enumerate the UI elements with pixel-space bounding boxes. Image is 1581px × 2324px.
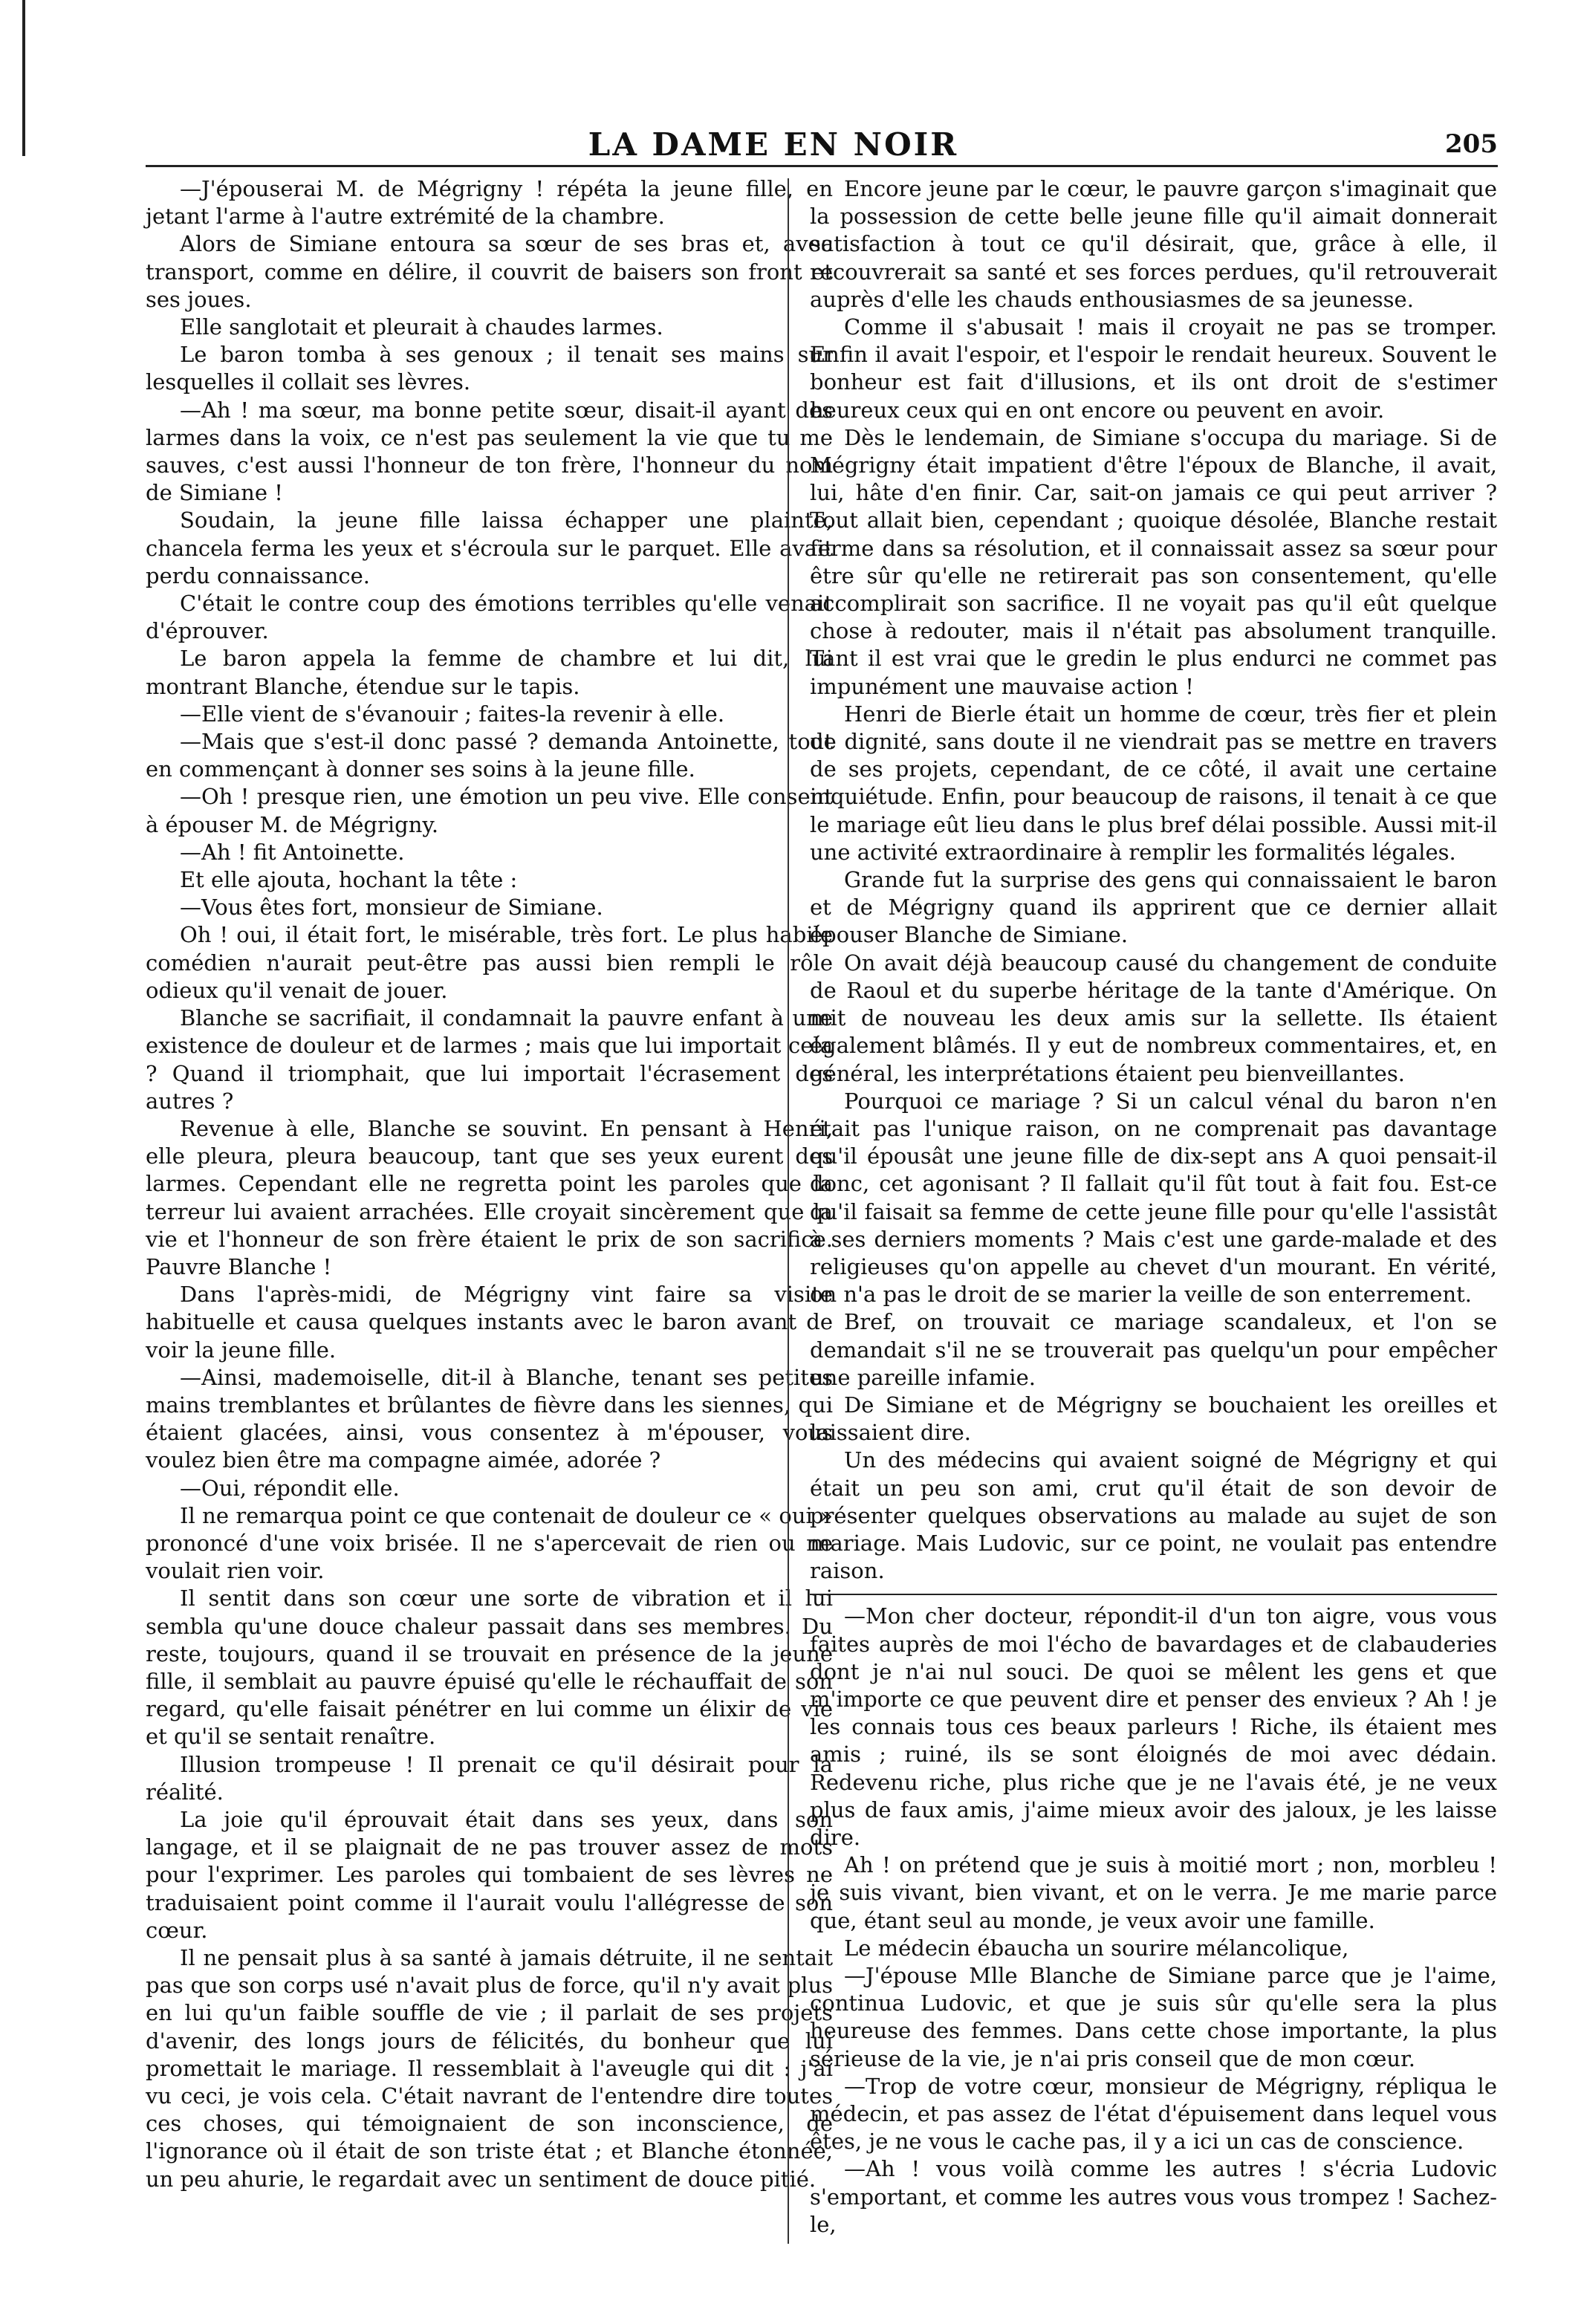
paragraph: Soudain, la jeune fille laissa échapper une plainte, chancela ferma les yeux et s'écroula sur le parquet. Elle avait perdu connaissance. [146,507,833,588]
paragraph: Le médecin ébaucha un sourire mélancolique, [844,1935,1349,1961]
paragraph: La joie qu'il éprouvait était dans ses yeux, dans son langage, et il se plaignait de ne pas trouver assez de mots pour l'exprimer. Les paroles qui tombaient de ses lèvres ne traduisaient point comme il l'aurait voulu l'allégresse de son cœur. [146,1806,833,1943]
paragraph: Le baron appela la femme de chambre et lui dit, lui montrant Blanche, étendue sur le tapis. [146,646,833,699]
paragraph: —Oh ! presque rien, une émotion un peu vive. Elle consent à épouser M. de Mégrigny. [146,784,833,837]
left-column [146,175,833,2193]
section-rule [810,1594,1497,1595]
running-title: LA DAME EN NOIR [588,126,959,163]
page-number: 205 [1445,129,1498,159]
paragraph: C'était le contre coup des émotions terribles qu'elle venait d'éprouver. [146,591,833,644]
paragraph: —Trop de votre cœur, monsieur de Mégrigny, répliqua le médecin, et pas assez de l'état d'épuisement dans lequel vous êtes, je ne vous le cache pas, il y a ici un cas de conscience. [810,2073,1497,2155]
paragraph: —Ainsi, mademoiselle, dit-il à Blanche, tenant ses petites mains tremblantes et brûlantes de fièvre dans les siennes, qui étaient glacées, ainsi, vous consentez à m'épouser, vous voulez bien être ma compagne aimée, adorée ? [146,1364,833,1473]
paragraph: Grande fut la surprise des gens qui connaissaient le baron et de Mégrigny quand ils apprirent que ce dernier allait épouser Blanche de Simiane. [810,867,1497,948]
paragraph: —Ah ! fit Antoinette. [180,839,405,865]
paragraph: Oh ! oui, il était fort, le misérable, très fort. Le plus habile comédien n'aurait peut-être pas aussi bien rempli le rôle odieux qu'il venait de jouer. [146,922,833,1003]
paragraph: Illusion trompeuse ! Il prenait ce qu'il désirait pour la réalité. [146,1751,833,1805]
paragraph: Il sentit dans son cœur une sorte de vibration et il lui sembla qu'une douce chaleur passait dans ses membres. Du reste, toujours, quand il se trouvait en présence de la jeune fille, il semblait au pauvre épuisé qu'elle le réchauffait de son regard, qu'elle faisait pénétrer en lui comme un élixir de vie et qu'il se sentait renaître. [146,1585,833,1750]
column-divider [788,178,789,2244]
paragraph: —J'épouse Mlle Blanche de Simiane parce que je l'aime, continua Ludovic, et que je suis sûr qu'elle sera la plus heureuse des femmes. Dans cette chose importante, la plus sérieuse de la vie, je n'ai pris conseil que de mon cœur. [810,1963,1497,2071]
paragraph: Revenue à elle, Blanche se souvint. En pensant à Henri, elle pleura, pleura beaucoup, tant que ses yeux eurent des larmes. Cependant elle ne regretta point les paroles que la terreur lui avaient arrachées. Elle croyait sincèrement que la vie et l'honneur de son frère étaient le prix de son sacrifice. Pauvre Blanche ! [146,1115,833,1279]
paragraph: —Mais que s'est-il donc passé ? demanda Antoinette, tout en commençant à donner ses soins à la jeune fille. [146,729,833,782]
paragraph: Elle sanglotait et pleurait à chaudes larmes. [180,314,663,340]
margin-rule [22,0,25,156]
paragraph: —Ah ! ma sœur, ma bonne petite sœur, disait-il ayant des larmes dans la voix, ce n'est pas seulement la vie que tu me sauves, c'est aussi l'honneur de ton frère, l'honneur du nom de Simiane ! [146,397,833,506]
paragraph: Comme il s'abusait ! mais il croyait ne pas se tromper. Enfin il avait l'espoir, et l'espoir le rendait heureux. Souvent le bonheur est fait d'illusions, et ils ont droit de s'estimer heureux ceux qui en ont encore ou peuvent en avoir. [810,314,1497,423]
paragraph: Bref, on trouvait ce mariage scandaleux, et l'on se demandait s'il ne se trouverait pas quelqu'un pour empêcher une pareille infamie. [810,1309,1497,1390]
paragraph: —Vous êtes fort, monsieur de Simiane. [180,895,603,921]
header-rule [146,165,1498,167]
paragraph: Il ne pensait plus à sa santé à jamais détruite, il ne sentait pas que son corps usé n'avait plus de force, qu'il n'y avait plus en lui qu'un faible souffle de vie ; il parlait de ses projets d'avenir, des longs jours de félicités, du bonheur que lui promettait le mariage. Il ressemblait à l'aveugle qui dit : j'ai vu ceci, je vois cela. C'était navrant de l'entendre dire toutes ces choses, qui témoignaient de son inconscience, de l'ignorance où il était de son triste état ; et Blanche étonnée, un peu ahurie, le regardait avec un sentiment de douce pitié. [146,1945,833,2192]
paragraph: Dès le lendemain, de Simiane s'occupa du mariage. Si de Mégrigny était impatient d'être l'époux de Blanche, il avait, lui, hâte d'en finir. Car, sait-on jamais ce qui peut arriver ? Tout allait bien, cependant ; quoique désolée, Blanche restait ferme dans sa résolution, et il connaissait assez sa sœur pour être sûr qu'elle ne retirerait pas son consentement, qu'elle accomplirait son sacrifice. Il ne voyait pas qu'il eût quelque chose à redouter, mais il n'était pas absolument tranquille. Tant il est vrai que le gredin le plus endurci ne commet pas impunément une mauvaise action ! [810,424,1497,699]
paragraph: —Ah ! vous voilà comme les autres ! s'écria Ludovic s'emportant, et comme les autres vous vous trompez ! Sachez-le, [810,2156,1497,2237]
paragraph: Et elle ajouta, hochant la tête : [180,867,518,893]
paragraph: Alors de Simiane entoura sa sœur de ses bras et, avec transport, comme en délire, il couvrit de baisers son front et ses joues. [146,231,833,312]
paragraph: —Oui, répondit elle. [180,1475,400,1501]
paragraph: Dans l'après-midi, de Mégrigny vint faire sa visite habituelle et causa quelques instants avec le baron avant de voir la jeune fille. [146,1282,833,1363]
paragraph: Henri de Bierle était un homme de cœur, très fier et plein de dignité, sans doute il ne viendrait pas se mettre en travers de ses projets, cependant, de ce côté, il avait une certaine inquiétude. Enfin, pour beaucoup de raisons, il tenait à ce que le mariage eût lieu dans le plus bref délai possible. Aussi mit-il une activité extraordinaire à remplir les formalités légales. [810,701,1497,865]
paragraph: Le baron tomba à ses genoux ; il tenait ses mains sur lesquelles il collait ses lèvres. [146,342,833,395]
paragraph: De Simiane et de Mégrigny se bouchaient les oreilles et laissaient dire. [810,1392,1497,1446]
paragraph: Pourquoi ce mariage ? Si un calcul vénal du baron n'en était pas l'unique raison, on ne comprenait pas davantage qu'il épousât une jeune fille de dix-sept ans A quoi pensait-il donc, cet agonisant ? Il fallait qu'il fût tout à fait fou. Est-ce qu'il faisait sa femme de cette jeune fille pour qu'elle l'assistât à ses derniers moments ? Mais c'est une garde-malade et des religieuses qu'on appelle au chevet d'un mourant. En vérité, on n'a pas le droit de se marier la veille de son enterrement. [810,1088,1497,1308]
page-header [49,126,1498,171]
paragraph: Blanche se sacrifiait, il condamnait la pauvre enfant à une existence de douleur et de larmes ; mais que lui importait cela ? Quand il triomphait, que lui importait l'écrasement des autres ? [146,1005,833,1114]
paragraph: Un des médecins qui avaient soigné de Mégrigny et qui était un peu son ami, crut qu'il était de son devoir de présenter quelques observations au malade au sujet de son mariage. Mais Ludovic, sur ce point, ne voulait pas entendre raison. [810,1447,1497,1584]
paragraph: On avait déjà beaucoup causé du changement de conduite de Raoul et du superbe héritage de la tante d'Amérique. On mit de nouveau les deux amis sur la sellette. Ils étaient également blâmés. Il y eut de nombreux commentaires, et, en général, les interprétations étaient peu bienveillantes. [810,950,1497,1086]
paragraph: —Mon cher docteur, répondit-il d'un ton aigre, vous vous faites auprès de moi l'écho de bavardages et de clabauderies dont je n'ai nul souci. De quoi se mêlent les gens et que m'importe ce que peuvent dire et penser des envieux ? Ah ! je les connais tous ces beaux parleurs ! Riche, ils étaient mes amis ; ruiné, ils se sont éloignés de moi avec dédain. Redevenu riche, plus riche que je ne l'avais été, je ne veux plus de faux amis, j'aime mieux avoir des jaloux, je les laisse dire. [810,1603,1497,1850]
paragraph: —J'épouserai M. de Mégrigny ! répéta la jeune fille, en jetant l'arme à l'autre extrémité de la chambre. [146,176,833,230]
paragraph: Ah ! on prétend que je suis à moitié mort ; non, morbleu ! je suis vivant, bien vivant, et on le verra. Je me marie parce que, étant seul au monde, je veux avoir une famille. [810,1852,1497,1933]
right-column [810,175,1497,2239]
paragraph: Encore jeune par le cœur, le pauvre garçon s'imaginait que la possession de cette belle jeune fille qu'il aimait donnerait satisfaction à tout ce qu'il désirait, que, grâce à elle, il recouvrerait sa santé et ses forces perdues, qu'il retrouverait auprès d'elle les chauds enthousiasmes de sa jeunesse. [810,176,1497,312]
paragraph: —Elle vient de s'évanouir ; faites-la revenir à elle. [180,701,725,727]
paragraph: Il ne remarqua point ce que contenait de douleur ce « oui » prononcé d'une voix brisée. Il ne s'apercevait de rien ou ne voulait rien voir. [146,1502,833,1584]
